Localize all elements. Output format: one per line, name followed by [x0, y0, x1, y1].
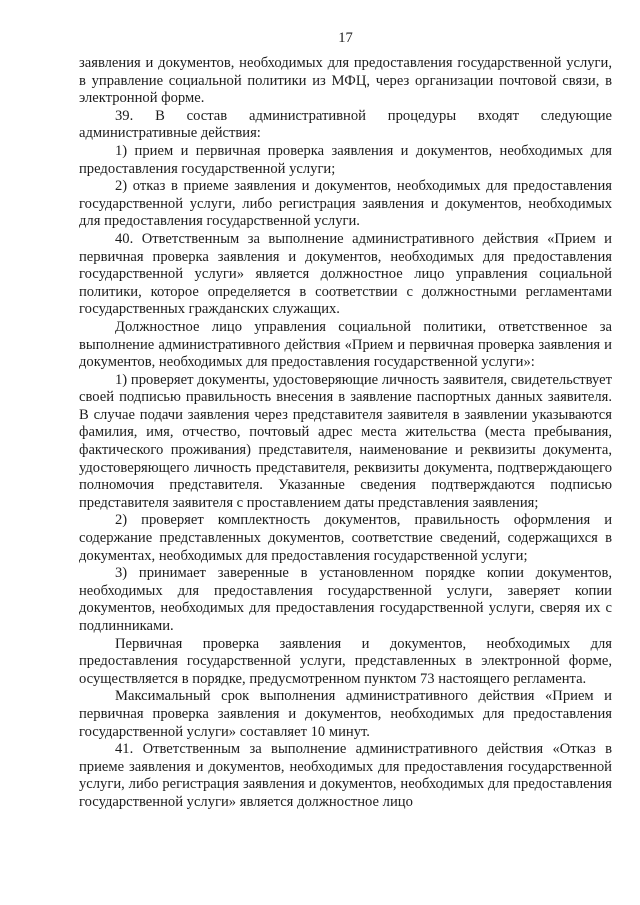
paragraph-item-40: 40. Ответственным за выполнение административного действия «Прием и первичная проверка заявления и документов, необходимых для предоставления государственной услуги» является должностное лицо управления социальной политики, которое определяется в соответствии с должностными регламентами государственных гражданских служащих.	[79, 230, 612, 318]
paragraph-official-duties: Должностное лицо управления социальной политики, ответственное за выполнение административного действия «Прием и первичная проверка заявления и документов, необходимых для предоставления государственной услуги»:	[79, 318, 612, 371]
paragraph-electronic-check: Первичная проверка заявления и документов, необходимых для предоставления государственной услуги, представленных в электронной форме, осуществляется в порядке, предусмотренном пунктом 73 настоящего регламента.	[79, 635, 612, 687]
paragraph-item-41: 41. Ответственным за выполнение административного действия «Отказ в приеме заявления и документов, необходимых для предоставления государственной услуги, либо регистрация заявления и документов, необходимых для предоставления государственной услуги» является должностное лицо	[79, 741, 612, 810]
paragraph-subitem-39-2: 2) отказ в приеме заявления и документов, необходимых для предоставления государственной услуги, либо регистрация заявления и документов, необходимых для предоставления государственной услуги.	[79, 178, 612, 230]
document-page	[79, 30, 612, 812]
paragraph-max-duration: Максимальный срок выполнения административного действия «Прием и первичная проверка заявления и документов, необходимых для предоставления государственной услуги» составляет 10 минут.	[79, 688, 612, 740]
page-number: 17	[338, 30, 353, 46]
paragraph-duty-1: 1) проверяет документы, удостоверяющие личность заявителя, свидетельствует своей подписью правильность внесения в заявление паспортных данных заявителя. В случае подачи заявления через представителя заявителя в заявлении указываются фамилия, имя, отчество, почтовый адрес места жительства (места пребывания, фактического проживания) представителя, наименование и реквизиты документа, удостоверяющего личность представителя, реквизиты документа, подтверждающего полномочия представителя. Указанные сведения подтверждаются подписью представителя заявителя с проставлением даты представления заявления;	[79, 371, 612, 511]
paragraph-continuation: заявления и документов, необходимых для предоставления государственной услуги, в управление социальной политики из МФЦ, через организации почтовой связи, в электронной форме.	[79, 55, 612, 107]
paragraph-duty-3: 3) принимает заверенные в установленном порядке копии документов, необходимых для предоставления государственной услуги, заверяет копии документов, необходимых для предоставления государственной услуги, сверяя их с подлинниками.	[79, 565, 612, 634]
paragraph-item-39: 39. В состав административной процедуры входят следующие административные действия:	[79, 107, 612, 142]
paragraph-duty-2: 2) проверяет комплектность документов, правильность оформления и содержание представленных документов, соответствие сведений, содержащихся в документах, необходимых для предоставления государственной услуги;	[79, 512, 612, 564]
paragraph-subitem-39-1: 1) прием и первичная проверка заявления и документов, необходимых для предоставления государственной услуги;	[79, 142, 612, 177]
